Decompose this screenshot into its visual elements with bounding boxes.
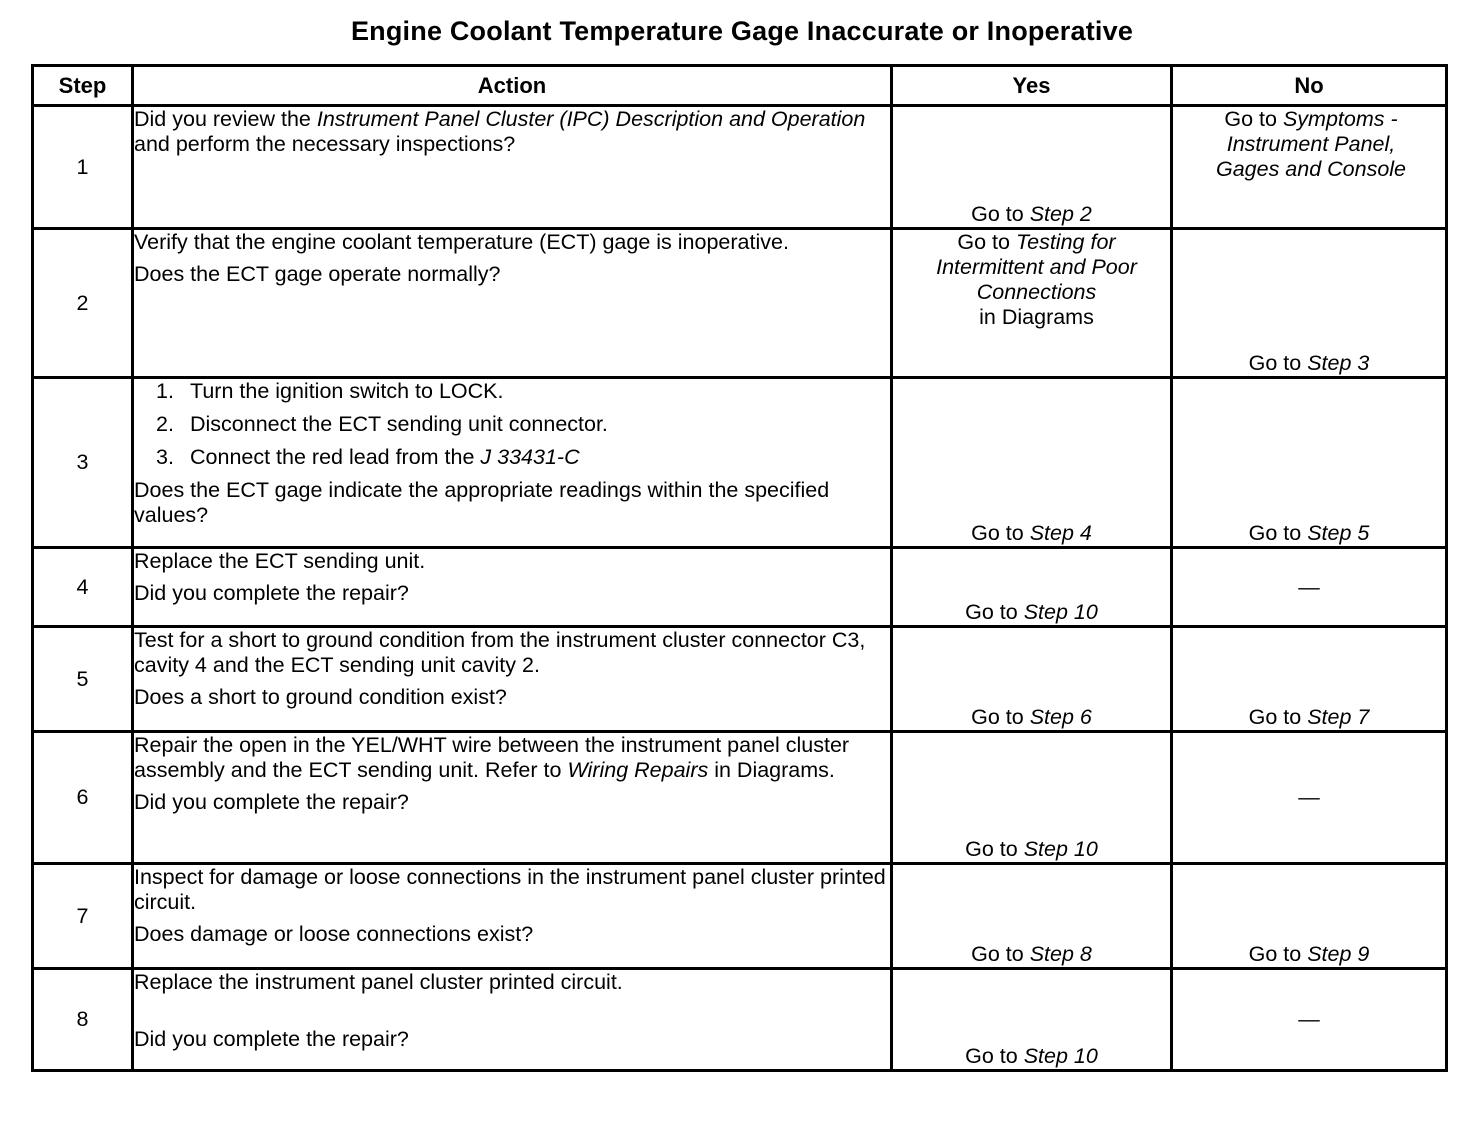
action-cell: [133, 732, 892, 864]
action-text: Did you review the Instrument Panel Cluster (IPC) Description and Operation and perform the necessary inspections?: [134, 107, 866, 156]
table-row-step-3: [33, 378, 1447, 548]
yes-goto[interactable]: Go to Step 2: [971, 202, 1092, 226]
action-question: Does the ECT gage indicate the appropriate readings within the specified values?: [134, 478, 830, 527]
no-cell: [1172, 548, 1447, 627]
yes-goto[interactable]: Go to Step 10: [965, 600, 1098, 624]
step-number: 8: [33, 969, 133, 1071]
yes-cell: [892, 229, 1172, 378]
yes-goto[interactable]: Go to Testing for Intermittent and Poor Connections in Diagrams: [936, 230, 1137, 329]
action-question: Did you complete the repair?: [134, 581, 409, 605]
step-number: 2: [33, 229, 133, 378]
action-question: Did you complete the repair?: [134, 1027, 409, 1051]
yes-cell: [892, 969, 1172, 1071]
yes-goto[interactable]: Go to Step 10: [965, 1044, 1098, 1068]
no-dash: —: [1298, 1007, 1320, 1031]
no-cell: [1172, 969, 1447, 1071]
list-item: 1. Turn the ignition switch to LOCK.: [156, 379, 504, 403]
header-no: No: [1172, 66, 1447, 106]
list-item: 2. Disconnect the ECT sending unit connector.: [156, 412, 608, 436]
action-cell: [133, 378, 892, 548]
yes-goto[interactable]: Go to Step 8: [971, 942, 1092, 966]
yes-cell: [892, 627, 1172, 732]
action-cell: [133, 106, 892, 229]
no-goto[interactable]: Go to Symptoms - Instrument Panel, Gages and Console: [1215, 107, 1407, 181]
no-goto[interactable]: Go to Step 9: [1248, 942, 1370, 966]
no-goto[interactable]: Go to Step 5: [1248, 521, 1370, 545]
header-row: [33, 66, 1447, 106]
action-cell: [133, 969, 892, 1071]
header-yes: Yes: [892, 66, 1172, 106]
header-action: Action: [133, 66, 892, 106]
action-text: Replace the instrument panel cluster printed circuit.: [134, 970, 623, 994]
table-row-step-5: [33, 627, 1447, 732]
action-text: Repair the open in the YEL/WHT wire between the instrument panel cluster assembly and the ECT sending unit. Refer to Wiring Repairs in Diagrams.: [134, 733, 850, 782]
action-steps-list: [134, 379, 890, 470]
action-text: Verify that the engine coolant temperature (ECT) gage is inoperative.: [134, 230, 789, 254]
action-cell: [133, 864, 892, 969]
page-title: Engine Coolant Temperature Gage Inaccurate or Inoperative: [350, 16, 1134, 46]
table-row-step-2: [33, 229, 1447, 378]
header-step: Step: [33, 66, 133, 106]
table-row-step-6: [33, 732, 1447, 864]
yes-cell: [892, 106, 1172, 229]
no-goto[interactable]: Go to Step 7: [1248, 705, 1370, 729]
list-item: 3. Connect the red lead from the J 33431-C: [156, 445, 580, 469]
step-number: 4: [33, 548, 133, 627]
action-question: Does the ECT gage operate normally?: [134, 262, 501, 286]
yes-cell: [892, 732, 1172, 864]
step-number: 6: [33, 732, 133, 864]
yes-goto[interactable]: Go to Step 4: [971, 521, 1092, 545]
action-question: Did you complete the repair?: [134, 790, 409, 814]
step-number: 3: [33, 378, 133, 548]
step-number: 1: [33, 106, 133, 229]
action-text: Test for a short to ground condition from the instrument cluster connector C3, cavity 4 and the ECT sending unit cavity 2.: [134, 628, 866, 677]
action-text: Inspect for damage or loose connections in the instrument panel cluster printed circuit.: [134, 865, 886, 914]
no-dash: —: [1298, 574, 1320, 599]
action-text: Replace the ECT sending unit.: [134, 549, 426, 573]
no-goto[interactable]: Go to Step 3: [1248, 351, 1370, 375]
action-cell: [133, 548, 892, 627]
yes-goto[interactable]: Go to Step 10: [965, 837, 1098, 861]
action-cell: [133, 627, 892, 732]
yes-cell: [892, 548, 1172, 627]
no-cell: [1172, 627, 1447, 732]
table-row-step-1: [33, 106, 1447, 229]
no-dash: —: [1298, 785, 1320, 809]
step-number: 5: [33, 627, 133, 732]
step-number: 7: [33, 864, 133, 969]
action-cell: [133, 229, 892, 378]
table-row-step-7: [33, 864, 1447, 969]
yes-cell: [892, 864, 1172, 969]
no-cell: [1172, 732, 1447, 864]
action-question: Does damage or loose connections exist?: [134, 922, 534, 946]
table-row-step-8: [33, 969, 1447, 1071]
action-question: Does a short to ground condition exist?: [134, 685, 507, 709]
yes-goto[interactable]: Go to Step 6: [971, 705, 1092, 729]
no-cell: [1172, 864, 1447, 969]
diagnostic-table: [31, 64, 1448, 1072]
no-cell: [1172, 106, 1447, 229]
no-cell: [1172, 378, 1447, 548]
yes-cell: [892, 378, 1172, 548]
no-cell: [1172, 229, 1447, 378]
table-row-step-4: [33, 548, 1447, 627]
